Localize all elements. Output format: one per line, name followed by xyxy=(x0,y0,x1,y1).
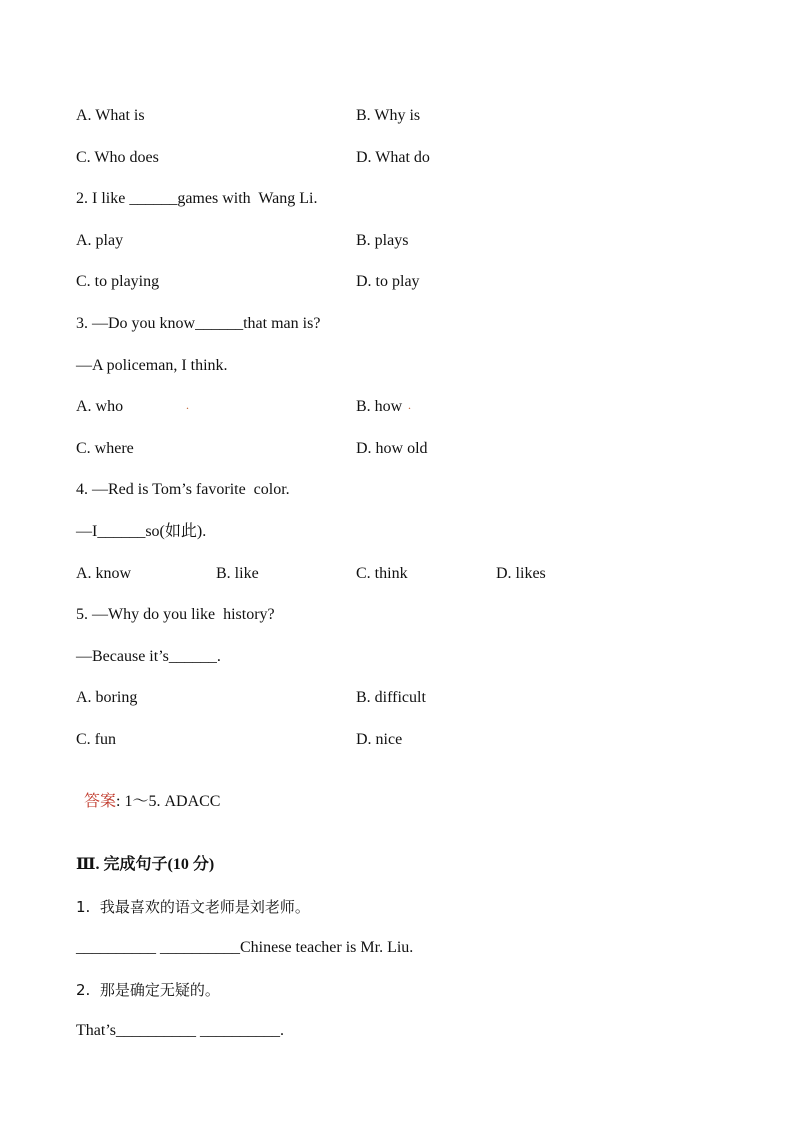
q4-option-b: B. like xyxy=(216,565,259,582)
q3-option-a: A. who xyxy=(76,398,124,415)
q5-option-d: D. nice xyxy=(356,731,403,748)
q2-option-d: D. to play xyxy=(356,273,420,290)
q5-reply: —Because it’s______. xyxy=(76,648,221,665)
q3-option-c: C. where xyxy=(76,440,134,457)
q3-option-a-mark: . xyxy=(186,398,189,412)
q3-option-d: D. how old xyxy=(356,440,428,457)
q3-option-b-mark: . xyxy=(408,398,411,412)
answer-text: : 1～5. ADACC xyxy=(116,793,221,810)
q5-option-b: B. difficult xyxy=(356,689,426,706)
q1-option-b: B. Why is xyxy=(356,107,421,124)
q1-option-c: C. Who does xyxy=(76,149,159,166)
q5-option-c: C. fun xyxy=(76,731,116,748)
q2-stem: 2. I like ______games with Wang Li. xyxy=(76,190,318,207)
q4-option-a: A. know xyxy=(76,565,132,582)
q3-option-b: B. how xyxy=(356,398,403,415)
q4-reply: —I______so(如此). xyxy=(76,523,207,540)
q3-stem: 3. —Do you know______that man is? xyxy=(76,315,321,332)
q4-option-d: D. likes xyxy=(496,565,546,582)
answer-line xyxy=(76,771,220,812)
q4-option-c: C. think xyxy=(356,565,408,582)
q1-option-d: D. What do xyxy=(356,149,430,166)
q5-option-a: A. boring xyxy=(76,689,138,706)
q2-option-c: C. to playing xyxy=(76,273,160,290)
q2-option-a: A. play xyxy=(76,232,124,249)
q4-stem: 4. —Red is Tom’s favorite color. xyxy=(76,481,290,498)
section3-item1-prompt: 1. 我最喜欢的语文老师是刘老师。 xyxy=(76,898,310,916)
section3-item2-blank: That’s__________ __________. xyxy=(76,1022,284,1039)
answer-label: 答案 xyxy=(84,791,117,810)
section3-item2-prompt: 2. 那是确定无疑的。 xyxy=(76,981,220,999)
q2-option-b: B. plays xyxy=(356,232,409,249)
section3-item1-blank: __________ __________Chinese teacher is Mr. Liu. xyxy=(76,939,414,956)
q3-reply: —A policeman, I think. xyxy=(76,357,228,374)
section-heading: Ⅲ. 完成句子(10 分) xyxy=(76,856,215,873)
q1-option-a: A. What is xyxy=(76,107,145,124)
q5-stem: 5. —Why do you like history? xyxy=(76,606,275,623)
